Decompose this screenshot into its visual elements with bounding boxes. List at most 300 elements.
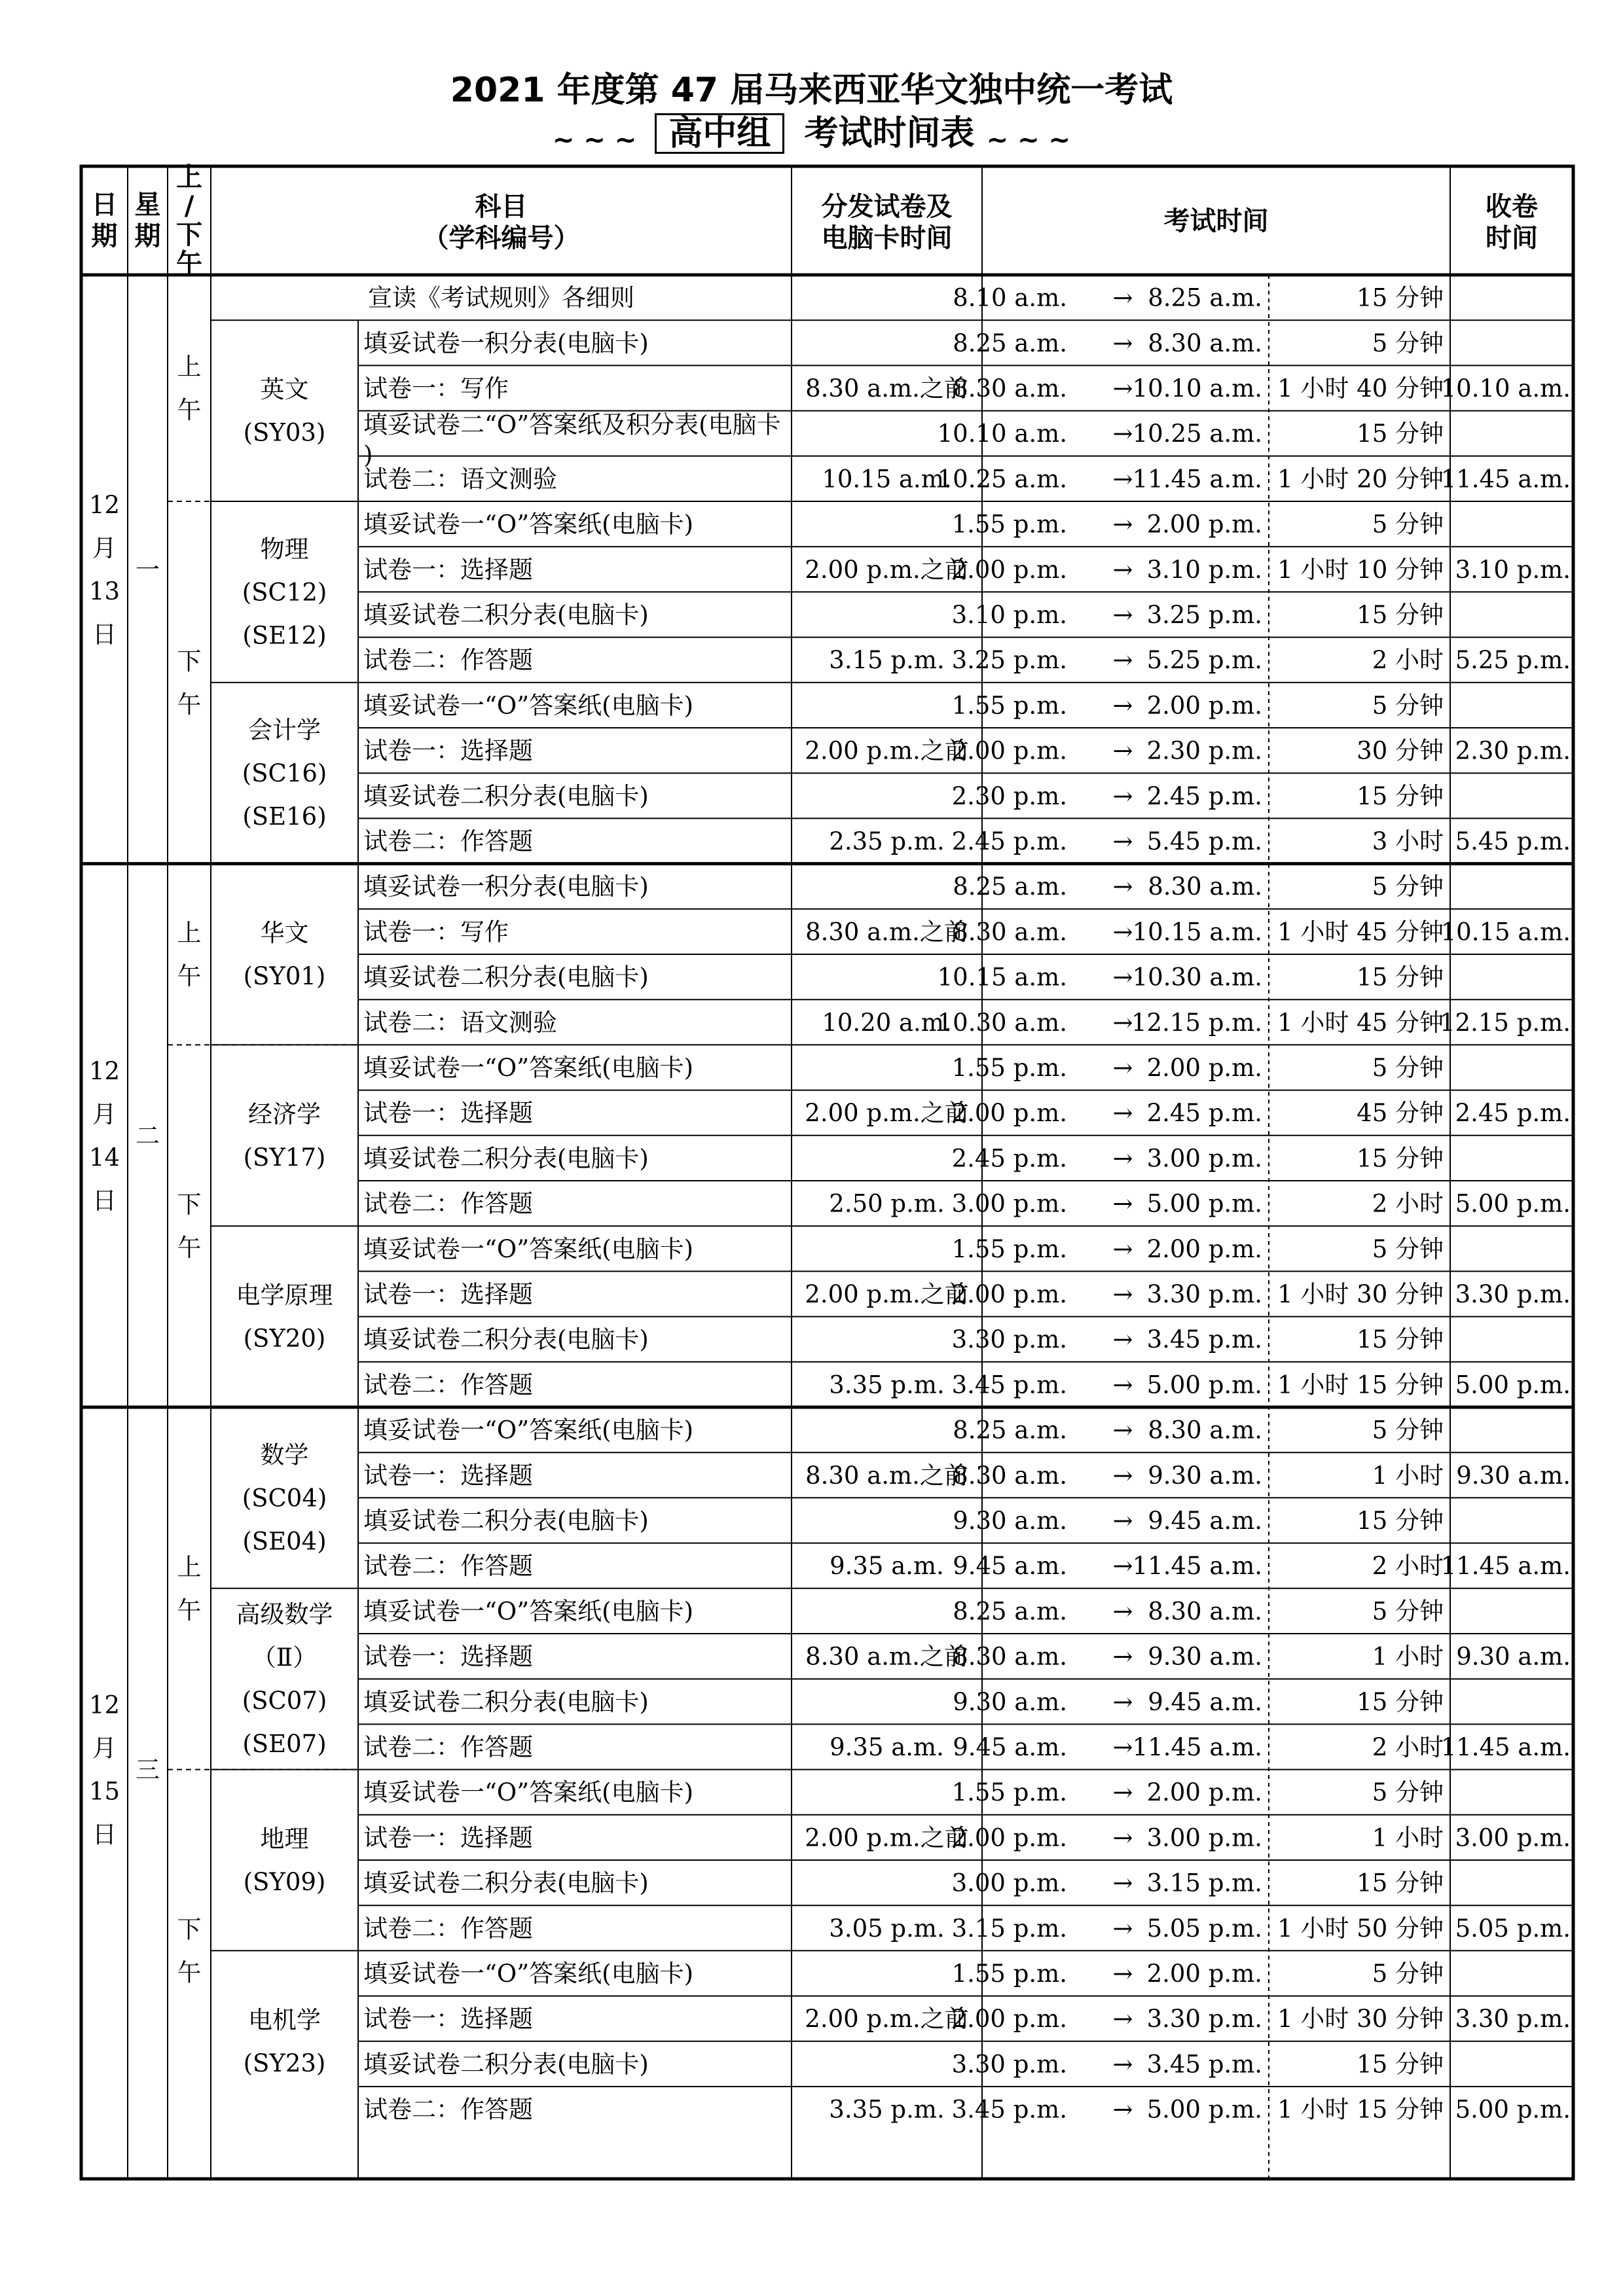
start-time: 2.00 p.m.: [951, 2005, 1067, 2034]
task-text: 试卷二：语文测验: [363, 1008, 557, 1037]
duration: 5 分钟: [1372, 510, 1444, 539]
duration: 15 分钟: [1357, 781, 1444, 810]
end-time: 3.15 p.m.: [1146, 1869, 1262, 1897]
tilde-right: ~ ~ ~: [986, 125, 1071, 155]
task-text: 试卷一：选择题: [363, 2005, 533, 2034]
duration: 15 分钟: [1357, 420, 1444, 448]
arrow-icon: →: [1112, 374, 1133, 403]
end-time: 10.15 a.m.: [1132, 918, 1262, 946]
subject-name: (SC12): [242, 578, 327, 607]
end-time: 3.00 p.m.: [1146, 1823, 1262, 1852]
end-time: 11.45 a.m.: [1132, 1552, 1262, 1581]
collect-time: 12.15 p.m.: [1440, 1008, 1571, 1037]
start-time: 3.45 p.m.: [951, 2095, 1067, 2124]
distribute-time: 2.00 p.m.之前: [805, 736, 969, 765]
duration: 5 分钟: [1372, 691, 1444, 720]
day-date: 12: [88, 490, 120, 519]
arrow-icon: →: [1112, 1371, 1133, 1399]
end-time: 5.00 p.m.: [1146, 2095, 1262, 2124]
duration: 15 分钟: [1357, 1144, 1444, 1173]
duration: 1 小时 40 分钟: [1277, 374, 1444, 403]
end-time: 2.30 p.m.: [1146, 736, 1262, 765]
collect-time: 11.45 a.m.: [1440, 1733, 1571, 1761]
end-time: 3.25 p.m.: [1146, 601, 1262, 629]
arrow-icon: →: [1112, 1552, 1133, 1581]
duration: 15 分钟: [1357, 1687, 1444, 1716]
arrow-icon: →: [1112, 329, 1133, 357]
subject-name: (SE07): [242, 1730, 327, 1759]
end-time: 3.00 p.m.: [1146, 1144, 1262, 1173]
end-time: 3.45 p.m.: [1146, 1325, 1262, 1354]
header-collect: 时间: [1486, 223, 1538, 253]
task-text: 填妥试卷一“O”答案纸(电脑卡): [363, 1960, 694, 1988]
task-text: 试卷一：选择题: [363, 736, 533, 765]
duration: 15 分钟: [1357, 1869, 1444, 1897]
start-time: 2.45 p.m.: [951, 827, 1067, 855]
task-text: 填妥试卷一“O”答案纸(电脑卡): [363, 1234, 694, 1263]
arrow-icon: →: [1112, 1054, 1133, 1082]
duration: 15 分钟: [1357, 601, 1444, 629]
arrow-icon: →: [1112, 872, 1133, 901]
arrow-icon: →: [1112, 2005, 1133, 2034]
duration: 5 分钟: [1372, 1597, 1444, 1626]
task-text: 试卷一：选择题: [363, 1099, 533, 1128]
arrow-icon: →: [1112, 1461, 1133, 1490]
header-weekday: 星: [134, 190, 161, 220]
start-time: 10.10 a.m.: [937, 420, 1067, 448]
header-subject: 科目: [475, 192, 528, 222]
subject-name: (SY09): [243, 1868, 326, 1896]
subject-name: (SC04): [242, 1484, 327, 1513]
distribute-time: 10.20 a.m.: [822, 1008, 952, 1037]
end-time: 5.45 p.m.: [1146, 827, 1262, 855]
distribute-time: 2.00 p.m.之前: [805, 1823, 969, 1852]
end-time: 8.30 a.m.: [1148, 1597, 1262, 1626]
start-time: 3.00 p.m.: [951, 1869, 1067, 1897]
subject-name: 数学: [260, 1441, 309, 1469]
distribute-time: 2.50 p.m.: [829, 1189, 945, 1218]
subject-name: (SE16): [242, 802, 327, 831]
start-time: 8.10 a.m.: [953, 283, 1067, 312]
end-time: 8.30 a.m.: [1148, 872, 1262, 901]
duration: 2 小时: [1372, 1189, 1444, 1218]
task-text: 试卷一：写作: [363, 918, 509, 946]
arrow-icon: →: [1112, 1280, 1133, 1308]
session-label: 午: [177, 1234, 202, 1263]
session-label: 午: [177, 690, 202, 719]
arrow-icon: →: [1112, 1416, 1133, 1444]
start-time: 3.25 p.m.: [951, 646, 1067, 675]
day-date: 月: [92, 1734, 117, 1763]
collect-time: 9.30 a.m.: [1456, 1642, 1571, 1671]
collect-time: 5.05 p.m.: [1455, 1914, 1571, 1943]
session-label: 下: [177, 1915, 202, 1944]
duration: 15 分钟: [1357, 1325, 1444, 1354]
duration: 15 分钟: [1357, 2050, 1444, 2079]
start-time: 3.30 p.m.: [951, 2050, 1067, 2079]
start-time: 8.30 a.m.: [953, 374, 1067, 403]
start-time: 2.30 p.m.: [951, 781, 1067, 810]
arrow-icon: →: [1112, 1914, 1133, 1943]
distribute-time: 3.15 p.m.: [829, 646, 945, 675]
header-date: 日: [91, 190, 118, 220]
header-date: 期: [91, 221, 118, 251]
arrow-icon: →: [1112, 827, 1133, 855]
collect-time: 5.45 p.m.: [1455, 827, 1571, 855]
subject-name: 英文: [260, 375, 309, 404]
distribute-time: 8.30 a.m.之前: [805, 1461, 968, 1490]
subject-name: (SE04): [242, 1527, 327, 1556]
end-time: 3.45 p.m.: [1146, 2050, 1262, 2079]
start-time: 2.00 p.m.: [951, 555, 1067, 584]
task-text: 试卷一：选择题: [363, 1461, 533, 1490]
collect-time: 2.45 p.m.: [1455, 1099, 1571, 1128]
duration: 5 分钟: [1372, 1234, 1444, 1263]
end-time: 2.00 p.m.: [1146, 1234, 1262, 1263]
end-time: 10.25 a.m.: [1132, 420, 1262, 448]
session-label: 午: [177, 1596, 202, 1624]
task-text: 试卷二：作答题: [363, 1552, 533, 1581]
end-time: 9.30 a.m.: [1148, 1461, 1262, 1490]
task-text: 填妥试卷二积分表(电脑卡): [363, 601, 649, 629]
collect-time: 5.00 p.m.: [1455, 1371, 1571, 1399]
duration: 1 小时 20 分钟: [1277, 465, 1444, 493]
task-text: 试卷二：作答题: [363, 1189, 533, 1218]
header-subject-code: （学科编号）: [422, 223, 580, 253]
subject-name: (SY17): [243, 1143, 326, 1172]
arrow-icon: →: [1112, 1325, 1133, 1354]
duration: 15 分钟: [1357, 1507, 1444, 1535]
arrow-icon: →: [1112, 1823, 1133, 1852]
duration: 45 分钟: [1357, 1099, 1444, 1128]
task-text: 试卷二：作答题: [363, 827, 533, 855]
arrow-icon: →: [1112, 1869, 1133, 1897]
distribute-time: 3.35 p.m.: [829, 1371, 945, 1399]
day-date: 月: [92, 533, 117, 562]
distribute-time: 8.30 a.m.之前: [805, 918, 968, 946]
start-time: 3.10 p.m.: [951, 601, 1067, 629]
session-label: 上: [177, 919, 202, 947]
collect-time: 5.00 p.m.: [1455, 2095, 1571, 2124]
task-text: 填妥试卷二积分表(电脑卡): [363, 2050, 649, 2079]
collect-time: 10.15 a.m.: [1440, 918, 1571, 946]
start-time: 1.55 p.m.: [951, 510, 1067, 539]
start-time: 8.30 a.m.: [953, 918, 1067, 946]
distribute-time: 2.00 p.m.之前: [805, 2005, 969, 2034]
duration: 15 分钟: [1357, 283, 1444, 312]
start-time: 1.55 p.m.: [951, 1778, 1067, 1807]
task-text: 试卷二：作答题: [363, 2095, 533, 2124]
header-exam-time: 考试时间: [1163, 206, 1269, 236]
collect-time: 3.00 p.m.: [1455, 1823, 1571, 1852]
session-label: 下: [177, 647, 202, 675]
header-collect: 收卷: [1486, 192, 1538, 222]
collect-time: 3.30 p.m.: [1455, 1280, 1571, 1308]
duration: 1 小时: [1372, 1461, 1444, 1490]
header-distribute: 电脑卡时间: [821, 223, 953, 253]
distribute-time: 9.35 a.m.: [830, 1552, 944, 1581]
end-time: 10.10 a.m.: [1132, 374, 1262, 403]
start-time: 9.45 a.m.: [953, 1733, 1067, 1761]
header-session: 上: [176, 162, 202, 192]
arrow-icon: →: [1112, 1144, 1133, 1173]
session-label: 上: [177, 353, 202, 381]
header-weekday: 期: [134, 221, 161, 251]
day-weekday: 一: [136, 555, 160, 584]
task-text: 试卷二：作答题: [363, 1733, 533, 1761]
distribute-time: 8.30 a.m.之前: [805, 374, 968, 403]
collect-time: 3.30 p.m.: [1455, 2005, 1571, 2034]
task-text: 试卷一：选择题: [363, 1642, 533, 1671]
day-date: 12: [88, 1691, 120, 1719]
arrow-icon: →: [1112, 1597, 1133, 1626]
day-date: 15: [88, 1777, 120, 1806]
collect-time: 10.10 a.m.: [1440, 374, 1571, 403]
subject-name: (SC16): [242, 759, 327, 788]
start-time: 2.00 p.m.: [951, 1823, 1067, 1852]
day-date: 13: [88, 577, 120, 605]
task-text: 填妥试卷二积分表(电脑卡): [363, 781, 649, 810]
collect-time: 5.25 p.m.: [1455, 646, 1571, 675]
end-time: 10.30 a.m.: [1132, 963, 1262, 992]
task-text: 填妥试卷二积分表(电脑卡): [363, 1144, 649, 1173]
task-text: 填妥试卷一积分表(电脑卡): [363, 872, 649, 901]
arrow-icon: →: [1112, 781, 1133, 810]
start-time: 2.00 p.m.: [951, 1099, 1067, 1128]
session-label: 上: [177, 1552, 202, 1581]
day-date: 日: [92, 620, 117, 649]
task-text: 填妥试卷二“O”答案纸及积分表(电脑卡: [363, 410, 781, 439]
day-date: 日: [92, 1186, 117, 1215]
task-text: 试卷一：选择题: [363, 555, 533, 584]
header-session: 下: [176, 220, 202, 250]
distribute-time: 2.35 p.m.: [829, 827, 945, 855]
duration: 1 小时: [1372, 1823, 1444, 1852]
duration: 30 分钟: [1357, 736, 1444, 765]
duration: 1 小时 45 分钟: [1277, 918, 1444, 946]
end-time: 11.45 a.m.: [1132, 465, 1262, 493]
arrow-icon: →: [1112, 465, 1133, 493]
arrow-icon: →: [1112, 1960, 1133, 1988]
subtitle-text: 考试时间表: [804, 114, 975, 153]
subject-name: （Ⅱ）: [251, 1643, 318, 1672]
end-time: 8.25 a.m.: [1148, 283, 1262, 312]
day-date: 日: [92, 1820, 117, 1849]
task-text: 填妥试卷一“O”答案纸(电脑卡): [363, 691, 694, 720]
task-text: 填妥试卷二积分表(电脑卡): [363, 1687, 649, 1716]
end-time: 9.45 a.m.: [1148, 1507, 1262, 1535]
collect-time: 5.00 p.m.: [1455, 1189, 1571, 1218]
end-time: 5.25 p.m.: [1146, 646, 1262, 675]
start-time: 9.45 a.m.: [953, 1552, 1067, 1581]
subject-name: 地理: [260, 1825, 309, 1853]
arrow-icon: →: [1112, 1234, 1133, 1263]
day-date: 12: [88, 1056, 120, 1085]
subject-name: 物理: [260, 535, 309, 564]
duration: 1 小时 15 分钟: [1277, 2095, 1444, 2124]
session-label: 午: [177, 1958, 202, 1987]
start-time: 10.30 a.m.: [937, 1008, 1067, 1037]
task-text: 填妥试卷一“O”答案纸(电脑卡): [363, 1416, 694, 1444]
duration: 15 分钟: [1357, 963, 1444, 992]
start-time: 8.25 a.m.: [953, 329, 1067, 357]
task-text: 试卷一：选择题: [363, 1280, 533, 1308]
distribute-time: 10.15 a.m.: [822, 465, 952, 493]
start-time: 3.00 p.m.: [951, 1189, 1067, 1218]
task-text: 填妥试卷一“O”答案纸(电脑卡): [363, 1054, 694, 1082]
subject-name: 电学原理: [236, 1281, 333, 1310]
task-text: 试卷二：语文测验: [363, 465, 557, 493]
end-time: 8.30 a.m.: [1148, 329, 1262, 357]
duration: 1 小时 15 分钟: [1277, 1371, 1444, 1399]
day-weekday: 三: [136, 1755, 160, 1784]
arrow-icon: →: [1112, 1099, 1133, 1128]
task-text: 试卷二：作答题: [363, 1371, 533, 1399]
subject-name: (SY01): [243, 962, 326, 990]
distribute-time: 3.05 p.m.: [829, 1914, 945, 1943]
arrow-icon: →: [1112, 646, 1133, 675]
end-time: 2.00 p.m.: [1146, 1960, 1262, 1988]
task-text: 填妥试卷一“O”答案纸(电脑卡): [363, 510, 694, 539]
start-time: 3.45 p.m.: [951, 1371, 1067, 1399]
duration: 1 小时 50 分钟: [1277, 1914, 1444, 1943]
task-text: 填妥试卷二积分表(电脑卡): [363, 1507, 649, 1535]
task-text: 填妥试卷一“O”答案纸(电脑卡): [363, 1778, 694, 1807]
header-session: /: [184, 191, 194, 221]
end-time: 3.30 p.m.: [1146, 1280, 1262, 1308]
start-time: 2.45 p.m.: [951, 1144, 1067, 1173]
day-date: 月: [92, 1100, 117, 1128]
subject-name: (SY03): [243, 418, 326, 447]
duration: 5 分钟: [1372, 872, 1444, 901]
header-distribute: 分发试卷及: [821, 192, 953, 222]
arrow-icon: →: [1112, 1507, 1133, 1535]
end-time: 12.15 p.m.: [1131, 1008, 1262, 1037]
arrow-icon: →: [1112, 1687, 1133, 1716]
session-label: 下: [177, 1191, 202, 1219]
collect-time: 11.45 a.m.: [1440, 465, 1571, 493]
duration: 5 分钟: [1372, 1960, 1444, 1988]
end-time: 3.30 p.m.: [1146, 2005, 1262, 2034]
page-title: 2021 年度第 47 届马来西亚华文独中统一考试: [450, 71, 1173, 110]
start-time: 2.00 p.m.: [951, 736, 1067, 765]
day-weekday: 二: [136, 1121, 160, 1150]
distribute-time: 2.00 p.m.之前: [805, 1099, 969, 1128]
task-text: 试卷一：写作: [363, 374, 509, 403]
start-time: 8.30 a.m.: [953, 1461, 1067, 1490]
start-time: 8.25 a.m.: [953, 1597, 1067, 1626]
subject-name: 会计学: [248, 716, 321, 745]
duration: 2 小时: [1372, 646, 1444, 675]
arrow-icon: →: [1112, 1642, 1133, 1671]
distribute-time: 2.00 p.m.之前: [805, 555, 969, 584]
arrow-icon: →: [1112, 1008, 1133, 1037]
task-text: 试卷一：选择题: [363, 1823, 533, 1852]
start-time: 8.25 a.m.: [953, 1416, 1067, 1444]
group-box: 高中组: [655, 113, 784, 154]
task-text: 试卷二：作答题: [363, 1914, 533, 1943]
day-date: 14: [88, 1143, 120, 1172]
end-time: 2.00 p.m.: [1146, 1054, 1262, 1082]
arrow-icon: →: [1112, 2050, 1133, 2079]
arrow-icon: →: [1112, 1778, 1133, 1807]
distribute-time: 3.35 p.m.: [829, 2095, 945, 2124]
arrow-icon: →: [1112, 555, 1133, 584]
arrow-icon: →: [1112, 1733, 1133, 1761]
collect-time: 11.45 a.m.: [1440, 1552, 1571, 1581]
start-time: 9.30 a.m.: [953, 1687, 1067, 1716]
end-time: 2.45 p.m.: [1146, 781, 1262, 810]
arrow-icon: →: [1112, 963, 1133, 992]
collect-time: 9.30 a.m.: [1456, 1461, 1571, 1490]
end-time: 11.45 a.m.: [1132, 1733, 1262, 1761]
start-time: 9.30 a.m.: [953, 1507, 1067, 1535]
task-text: 填妥试卷一“O”答案纸(电脑卡): [363, 1597, 694, 1626]
end-time: 2.00 p.m.: [1146, 1778, 1262, 1807]
distribute-time: 2.00 p.m.之前: [805, 1280, 969, 1308]
task-text: 填妥试卷二积分表(电脑卡): [363, 1325, 649, 1354]
subject-name: (SE12): [242, 621, 327, 650]
task-text: 宣读《考试规则》各细则: [368, 283, 634, 312]
duration: 5 分钟: [1372, 329, 1444, 357]
start-time: 1.55 p.m.: [951, 1054, 1067, 1082]
header-session: 午: [176, 249, 202, 279]
subject-name: (SY23): [243, 2049, 326, 2077]
arrow-icon: →: [1112, 691, 1133, 720]
duration: 2 小时: [1372, 1733, 1444, 1761]
subject-name: 华文: [260, 919, 309, 947]
duration: 2 小时: [1372, 1552, 1444, 1581]
end-time: 2.00 p.m.: [1146, 691, 1262, 720]
duration: 1 小时 30 分钟: [1277, 1280, 1444, 1308]
arrow-icon: →: [1112, 736, 1133, 765]
start-time: 8.30 a.m.: [953, 1642, 1067, 1671]
arrow-icon: →: [1112, 601, 1133, 629]
end-time: 5.00 p.m.: [1146, 1371, 1262, 1399]
duration: 1 小时 30 分钟: [1277, 2005, 1444, 2034]
duration: 3 小时: [1372, 827, 1444, 855]
arrow-icon: →: [1112, 1189, 1133, 1218]
task-text: 填妥试卷一积分表(电脑卡): [363, 329, 649, 357]
subject-name: 高级数学: [236, 1600, 333, 1629]
collect-time: 3.10 p.m.: [1455, 555, 1571, 584]
subject-name: 电机学: [248, 2005, 321, 2034]
session-label: 午: [177, 396, 202, 424]
start-time: 10.15 a.m.: [937, 963, 1067, 992]
start-time: 1.55 p.m.: [951, 1960, 1067, 1988]
arrow-icon: →: [1112, 2095, 1133, 2124]
start-time: 3.15 p.m.: [951, 1914, 1067, 1943]
end-time: 2.00 p.m.: [1146, 510, 1262, 539]
start-time: 1.55 p.m.: [951, 1234, 1067, 1263]
duration: 5 分钟: [1372, 1054, 1444, 1082]
start-time: 3.30 p.m.: [951, 1325, 1067, 1354]
task-text: 填妥试卷二积分表(电脑卡): [363, 1869, 649, 1897]
distribute-time: 9.35 a.m.: [830, 1733, 944, 1761]
tilde-left: ~ ~ ~: [552, 125, 637, 155]
task-text: 填妥试卷二积分表(电脑卡): [363, 963, 649, 992]
duration: 1 小时 10 分钟: [1277, 555, 1444, 584]
start-time: 2.00 p.m.: [951, 1280, 1067, 1308]
arrow-icon: →: [1112, 510, 1133, 539]
arrow-icon: →: [1112, 918, 1133, 946]
duration: 5 分钟: [1372, 1416, 1444, 1444]
end-time: 5.05 p.m.: [1146, 1914, 1262, 1943]
distribute-time: 8.30 a.m.之前: [805, 1642, 968, 1671]
end-time: 3.10 p.m.: [1146, 555, 1262, 584]
end-time: 9.30 a.m.: [1148, 1642, 1262, 1671]
subject-name: 经济学: [248, 1100, 321, 1128]
